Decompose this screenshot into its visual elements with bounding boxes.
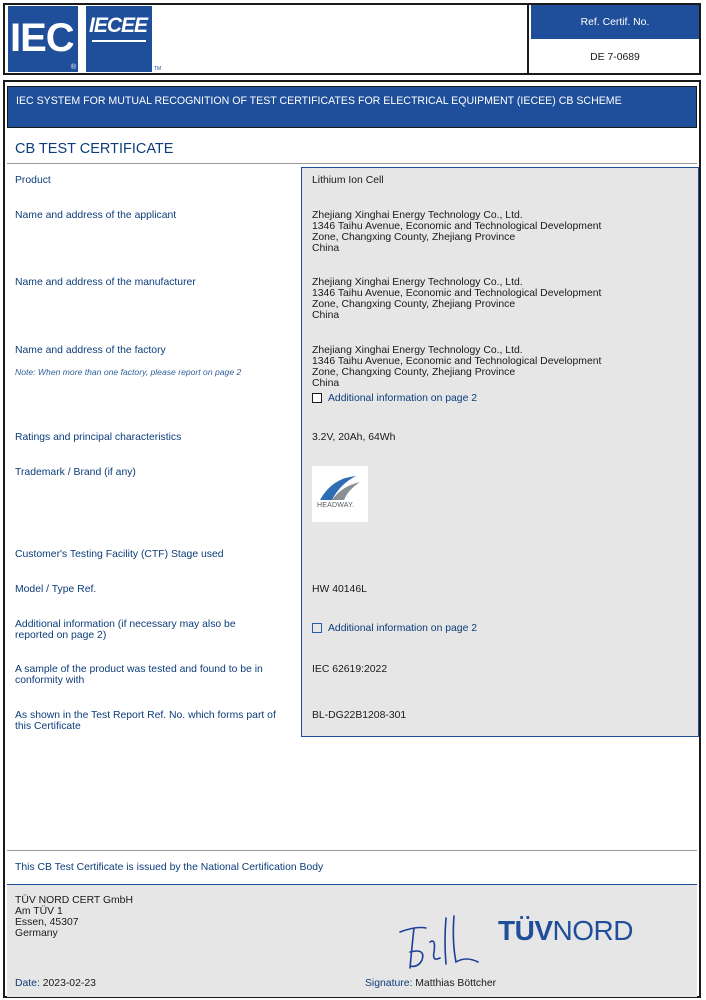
signature-name: Matthias Böttcher: [415, 978, 497, 989]
ref-box: [527, 3, 701, 75]
report-value: BL-DG22B1208-301: [312, 710, 407, 721]
scheme-banner: [7, 86, 697, 128]
cert-body-address-1: Am TÜV 1: [15, 906, 63, 917]
product-label: Product: [15, 175, 51, 186]
signature-row: [365, 978, 496, 989]
handwritten-signature: [396, 912, 486, 974]
sample-label: A sample of the product was tested and found to be in conformity with: [15, 664, 263, 686]
additional-info-checkbox-label: Additional information on page 2: [328, 623, 478, 634]
tm-mark: TM: [154, 66, 162, 72]
date-row: [15, 978, 96, 989]
registered-mark: ®: [70, 64, 76, 71]
headway-logo-text: HEADWAY.: [317, 502, 355, 509]
applicant-label: Name and address of the applicant: [15, 210, 177, 221]
iecee-logo-text: IECEE: [89, 14, 148, 37]
factory-additional-checkbox[interactable]: [312, 393, 322, 403]
factory-additional-label: Additional information on page 2: [328, 393, 478, 404]
nord-logo-part: NORD: [552, 915, 633, 946]
cert-body-address-2: Essen, 45307: [15, 917, 79, 928]
factory-note: Note: When more than one factory, please report on page 2: [15, 367, 242, 377]
applicant-value: Zhejiang Xinghai Energy Technology Co., Ltd. 1346 Taihu Avenue, Economic and Technological Development Zone, Changxing County, Zhejiang Province China: [312, 210, 602, 254]
iec-logo-text: IEC: [10, 16, 74, 60]
date-value: 2023-02-23: [42, 978, 96, 989]
certificate-title: CB TEST CERTIFICATE: [15, 141, 174, 157]
scheme-banner-title: IEC SYSTEM FOR MUTUAL RECOGNITION OF TEST CERTIFICATES FOR ELECTRICAL EQUIPMENT (IECEE) CB SCHEME: [16, 95, 622, 107]
iecee-logo: [86, 6, 152, 72]
signature-label: Signature:: [365, 978, 413, 989]
headway-logo-mark: [312, 466, 368, 522]
model-value: HW 40146L: [312, 584, 367, 595]
date-label: Date:: [15, 978, 40, 989]
ref-label: Ref. Certif. No.: [580, 16, 650, 28]
iec-logo: [8, 6, 78, 72]
factory-value: Zhejiang Xinghai Energy Technology Co., Ltd. 1346 Taihu Avenue, Economic and Technological Development Zone, Changxing County, Zhejiang Province China: [312, 345, 602, 389]
iecee-logo-bar: [92, 40, 146, 42]
product-value: Lithium Ion Cell: [312, 175, 384, 186]
headway-logo: [312, 466, 368, 522]
sample-value: IEC 62619:2022: [312, 664, 388, 675]
factory-label: Name and address of the factory: [15, 345, 166, 356]
model-label: Model / Type Ref.: [15, 584, 97, 595]
manufacturer-label: Name and address of the manufacturer: [15, 277, 196, 288]
trademark-label: Trademark / Brand (if any): [15, 467, 136, 478]
cert-body-country: Germany: [15, 928, 58, 939]
footer-divider-top: [7, 850, 697, 851]
tuv-nord-logo: [498, 914, 633, 948]
issued-text: This CB Test Certificate is issued by the National Certification Body: [15, 862, 324, 873]
additional-label: Additional information (if necessary may also be reported on page 2): [15, 619, 236, 641]
report-label: As shown in the Test Report Ref. No. which forms part of this Certificate: [15, 710, 276, 732]
cert-body-name: TÜV NORD CERT GmbH: [15, 895, 133, 906]
ref-label-cell: [531, 5, 699, 39]
title-divider: [7, 163, 697, 164]
ctf-label: Customer's Testing Facility (CTF) Stage used: [15, 549, 224, 560]
ratings-label: Ratings and principal characteristics: [15, 432, 182, 443]
additional-info-checkbox[interactable]: [312, 623, 322, 633]
tuv-logo-part: TÜV: [498, 915, 553, 946]
manufacturer-value: Zhejiang Xinghai Energy Technology Co., Ltd. 1346 Taihu Avenue, Economic and Technological Development Zone, Changxing County, Zhejiang Province China: [312, 277, 602, 321]
ref-value-cell: [529, 41, 701, 73]
ratings-value: 3.2V, 20Ah, 64Wh: [312, 432, 396, 443]
ref-value: DE 7-0689: [590, 51, 640, 63]
